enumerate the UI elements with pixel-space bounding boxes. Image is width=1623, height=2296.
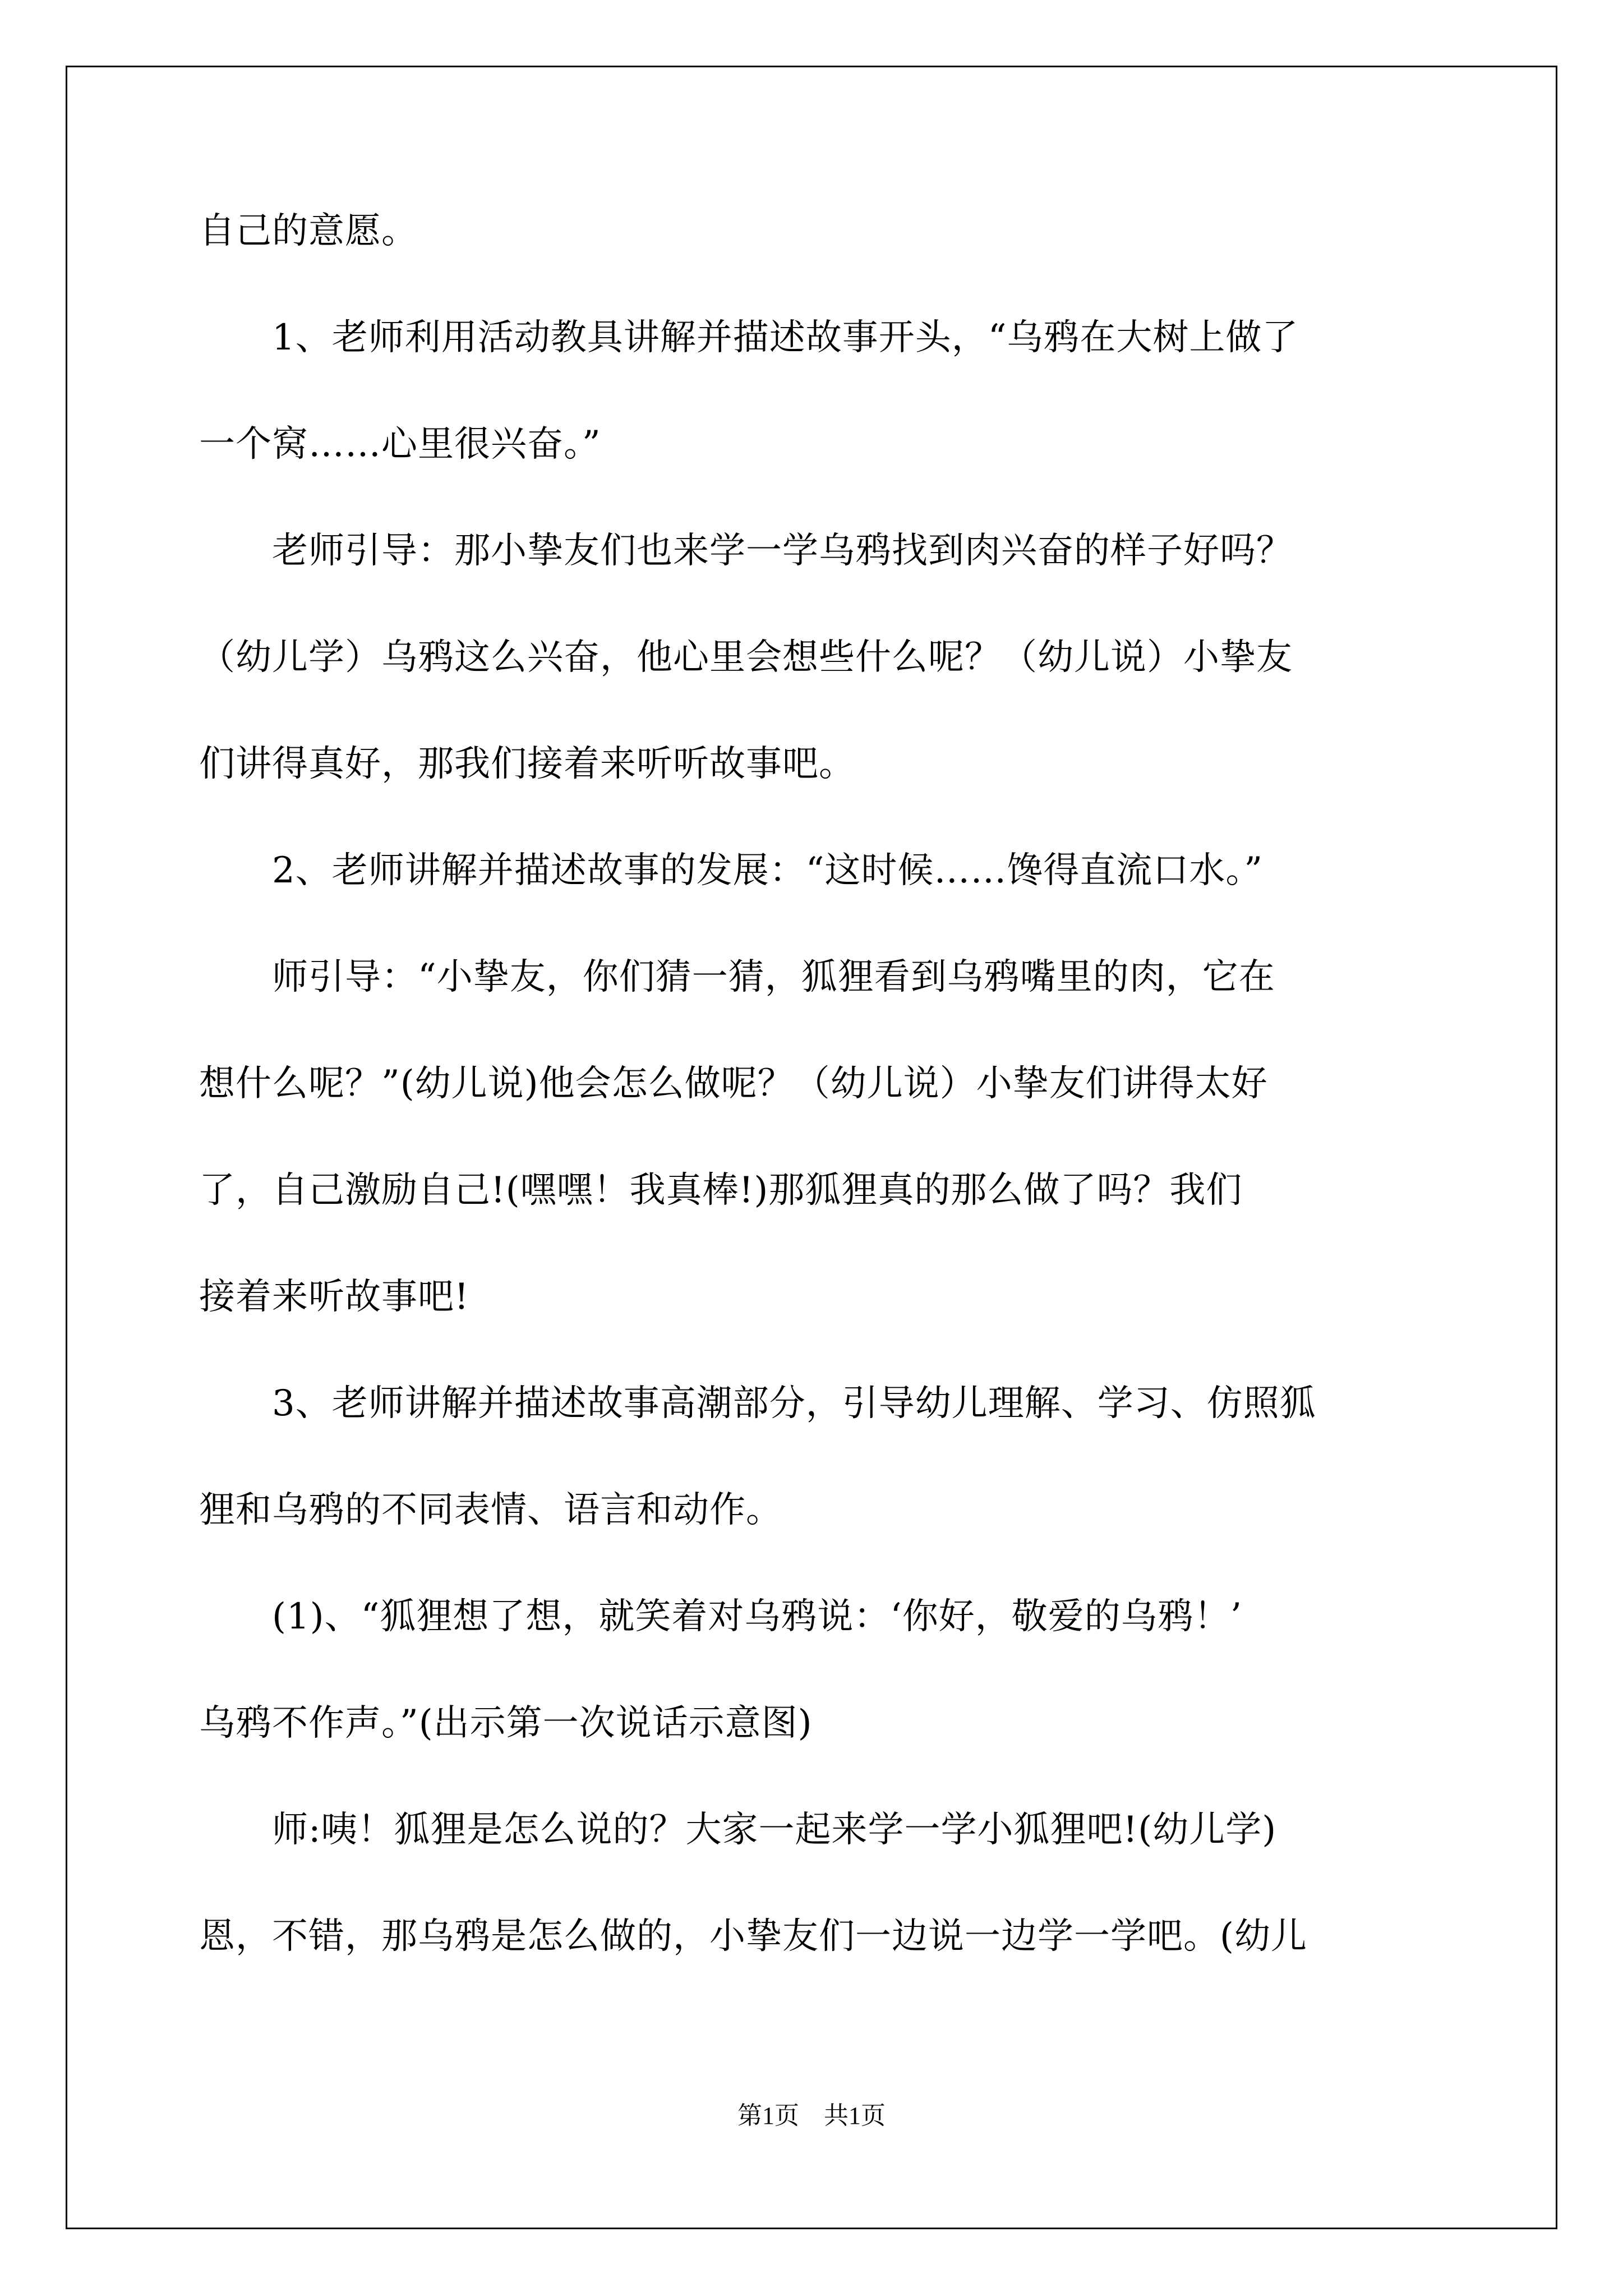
text-line: 想什么呢？”(幼儿说)他会怎么做呢？（幼儿说）小挚友们讲得太好 — [199, 1063, 1268, 1105]
text-line: 了，自己激励自己!(嘿嘿！我真棒!)那狐狸真的那么做了吗？我们 — [199, 1170, 1243, 1211]
text-line: 老师引导：那小挚友们也来学一学乌鸦找到肉兴奋的样子好吗？ — [199, 530, 1293, 572]
text-line: 师:咦！狐狸是怎么说的？大家一起来学一学小狐狸吧!(幼儿学) — [199, 1809, 1277, 1851]
text-line: 3、老师讲解并描述故事高潮部分，引导幼儿理解、学习、仿照狐 — [199, 1383, 1316, 1424]
page-border — [66, 66, 1557, 2229]
page-number-footer: 第1页 共1页 — [737, 2102, 886, 2129]
text-line: 一个窝……心里很兴奋。” — [199, 424, 601, 465]
text-line: 恩，不错，那乌鸦是怎么做的，小挚友们一边说一边学一学吧。(幼儿 — [199, 1916, 1307, 1957]
text-line: 自己的意愿。 — [199, 210, 418, 252]
text-line: 接着来听故事吧! — [199, 1276, 469, 1318]
text-line: 2、老师讲解并描述故事的发展：“这时候……馋得直流口水。” — [199, 850, 1264, 891]
text-line: 1、老师利用活动教具讲解并描述故事开头，“乌鸦在大树上做了 — [199, 317, 1299, 358]
text-line: (1)、“狐狸想了想，就笑着对乌鸦说：‘你好，敬爱的乌鸦！’ — [199, 1596, 1243, 1637]
text-line: 师引导：“小挚友，你们猜一猜，狐狸看到乌鸦嘴里的肉，它在 — [199, 956, 1275, 998]
text-line: 狸和乌鸦的不同表情、语言和动作。 — [199, 1489, 782, 1531]
text-line: 乌鸦不作声。”(出示第一次说话示意图) — [199, 1703, 813, 1744]
text-line: 们讲得真好，那我们接着来听听故事吧。 — [199, 743, 855, 785]
text-line: （幼儿学）乌鸦这么兴奋，他心里会想些什么呢？（幼儿说）小挚友 — [199, 637, 1293, 678]
